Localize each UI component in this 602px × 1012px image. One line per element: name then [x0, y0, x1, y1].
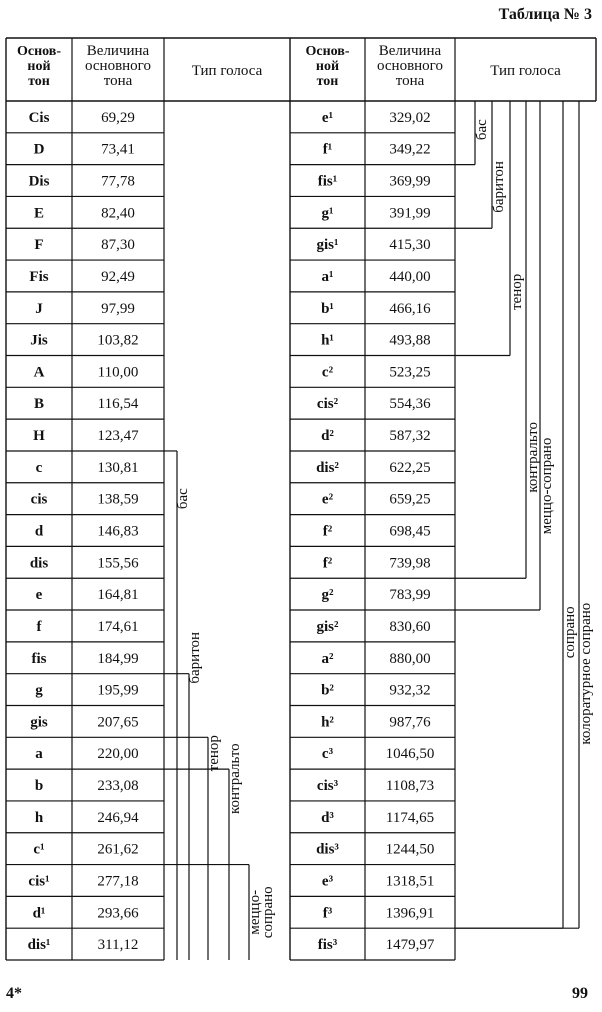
- left-freq-header-line: тона: [103, 73, 133, 89]
- right-note-cell: cis²: [316, 396, 339, 413]
- left-note-cell: Fis: [29, 268, 49, 285]
- left-note-cell: B: [33, 396, 45, 413]
- left-note-cell: h: [34, 809, 44, 826]
- signature-mark: 4*: [6, 985, 22, 1002]
- left-freq-cell: 184,99: [97, 650, 139, 667]
- left-note-cell: J: [35, 300, 43, 317]
- right-note-header-line: ной: [315, 59, 340, 74]
- right-freq-cell: 739,98: [389, 555, 431, 572]
- right-voice-label: колоратурное сопрано: [578, 602, 594, 745]
- right-voice-label: баритон: [491, 161, 507, 213]
- left-freq-cell: 220,00: [97, 746, 139, 763]
- right-freq-cell: 466,16: [389, 300, 431, 317]
- left-freq-cell: 207,65: [97, 714, 139, 731]
- left-note-header-line: ной: [27, 59, 51, 74]
- right-freq-cell: 830,60: [389, 618, 431, 635]
- left-note-cell: gis: [30, 714, 48, 731]
- left-freq-cell: 116,54: [97, 396, 139, 413]
- right-note-cell: dis³: [316, 841, 339, 858]
- left-freq-cell: 233,08: [97, 778, 139, 795]
- left-note-cell: d¹: [32, 905, 46, 922]
- right-voice-label: тенор: [509, 273, 525, 311]
- left-freq-header-line: основного: [85, 58, 151, 74]
- right-note-cell: gis¹: [316, 237, 339, 254]
- left-note-cell: c: [35, 459, 43, 476]
- right-note-cell: fis³: [317, 937, 338, 954]
- right-freq-cell: 1479,97: [385, 937, 435, 954]
- right-freq-header-line: основного: [377, 58, 443, 74]
- right-note-cell: cis³: [316, 778, 339, 795]
- right-freq-cell: 329,02: [389, 109, 431, 126]
- right-note-cell: c²: [321, 364, 334, 381]
- left-freq-cell: 311,12: [97, 937, 139, 954]
- right-note-cell: fis¹: [317, 173, 338, 190]
- right-note-cell: f²: [322, 555, 333, 572]
- right-freq-cell: 1396,91: [385, 905, 435, 922]
- left-voice-label: баритон: [187, 631, 203, 684]
- left-voice-header: Тип голоса: [191, 63, 263, 79]
- right-freq-cell: 440,00: [389, 268, 431, 285]
- left-freq-cell: 195,99: [97, 682, 139, 699]
- left-note-cell: A: [33, 364, 45, 381]
- right-freq-cell: 1046,50: [385, 746, 435, 763]
- right-voice-label: контральто: [525, 421, 541, 493]
- left-note-cell: D: [33, 141, 45, 158]
- left-freq-cell: 103,82: [97, 332, 139, 349]
- right-note-header-line: Основ-: [305, 44, 350, 59]
- right-note-cell: d³: [321, 809, 334, 826]
- left-voice-label: сопрано: [260, 886, 276, 939]
- left-note-cell: E: [33, 205, 45, 222]
- right-note-cell: e²: [321, 491, 334, 508]
- right-freq-header-line: тона: [395, 73, 425, 89]
- right-freq-cell: 622,25: [389, 459, 431, 476]
- left-freq-cell: 293,66: [97, 905, 139, 922]
- left-note-cell: a: [35, 746, 43, 763]
- left-voice-label: меццо-: [247, 889, 263, 935]
- left-note-cell: g: [35, 682, 43, 699]
- left-note-header-line: Основ-: [16, 44, 62, 59]
- right-note-cell: d²: [321, 428, 334, 445]
- left-freq-cell: 110,00: [97, 364, 139, 381]
- right-note-cell: a²: [321, 650, 334, 667]
- right-note-cell: e³: [321, 873, 334, 890]
- right-freq-cell: 587,32: [389, 428, 431, 445]
- right-freq-cell: 1244,50: [385, 841, 435, 858]
- right-voice-label: бас: [474, 119, 490, 141]
- left-note-cell: f: [36, 618, 42, 635]
- left-freq-cell: 277,18: [97, 873, 139, 890]
- right-note-cell: f²: [322, 523, 333, 540]
- right-freq-cell: 1318,51: [385, 873, 435, 890]
- right-note-cell: h¹: [321, 332, 334, 349]
- right-note-header-line: тон: [316, 74, 339, 89]
- right-voice-label: сопрано: [562, 606, 578, 659]
- left-freq-cell: 73,41: [101, 141, 135, 158]
- left-freq-cell: 69,29: [101, 109, 135, 126]
- left-freq-cell: 164,81: [97, 587, 139, 604]
- left-freq-cell: 92,49: [101, 268, 135, 285]
- left-note-cell: Cis: [28, 109, 50, 126]
- left-freq-cell: 97,99: [101, 300, 135, 317]
- left-note-cell: fis: [31, 650, 47, 667]
- right-note-cell: g¹: [321, 205, 334, 222]
- left-note-cell: c¹: [33, 841, 45, 858]
- table-caption: Таблица № 3: [498, 6, 592, 23]
- left-freq-header-line: Величина: [86, 43, 150, 59]
- left-note-cell: Dis: [28, 173, 50, 190]
- left-note-cell: cis¹: [28, 873, 50, 890]
- page-number: 99: [572, 985, 588, 1002]
- right-freq-cell: 369,99: [389, 173, 431, 190]
- left-note-cell: F: [34, 237, 44, 254]
- right-note-cell: b²: [321, 682, 334, 699]
- right-freq-cell: 659,25: [389, 491, 431, 508]
- left-note-cell: H: [33, 428, 45, 445]
- left-voice-label: бас: [175, 488, 191, 510]
- right-voice-header: Тип голоса: [490, 63, 561, 79]
- left-freq-cell: 87,30: [101, 237, 135, 254]
- right-freq-cell: 1174,65: [385, 809, 435, 826]
- left-note-cell: e: [35, 587, 43, 604]
- left-freq-cell: 155,56: [97, 555, 139, 572]
- right-freq-cell: 783,99: [389, 587, 431, 604]
- left-freq-cell: 130,81: [97, 459, 139, 476]
- left-voice-label: тенор: [206, 735, 222, 772]
- right-note-cell: f³: [322, 905, 333, 922]
- right-freq-cell: 554,36: [389, 396, 431, 413]
- right-note-cell: g²: [321, 587, 334, 604]
- right-freq-header-line: Величина: [378, 43, 442, 59]
- left-note-cell: dis: [29, 555, 49, 572]
- right-note-cell: gis²: [316, 618, 339, 635]
- left-note-cell: dis¹: [27, 937, 51, 954]
- right-freq-cell: 987,76: [389, 714, 431, 731]
- left-freq-cell: 123,47: [97, 428, 139, 445]
- right-freq-cell: 698,45: [389, 523, 431, 540]
- right-note-cell: b¹: [321, 300, 334, 317]
- right-note-cell: c³: [321, 746, 334, 763]
- left-freq-cell: 246,94: [97, 809, 139, 826]
- right-freq-cell: 493,88: [389, 332, 431, 349]
- left-voice-label: контральто: [227, 743, 243, 815]
- right-note-cell: f¹: [322, 141, 333, 158]
- right-freq-cell: 349,22: [389, 141, 431, 158]
- left-freq-cell: 146,83: [97, 523, 139, 540]
- right-note-cell: e¹: [321, 109, 334, 126]
- left-freq-cell: 261,62: [97, 841, 139, 858]
- left-note-header-line: тон: [28, 74, 50, 89]
- right-freq-cell: 1108,73: [385, 778, 435, 795]
- left-freq-cell: 138,59: [97, 491, 139, 508]
- right-note-cell: h²: [321, 714, 334, 731]
- left-freq-cell: 174,61: [97, 618, 139, 635]
- right-freq-cell: 880,00: [389, 650, 431, 667]
- left-note-cell: b: [34, 778, 44, 795]
- right-freq-cell: 523,25: [389, 364, 431, 381]
- left-note-cell: Jis: [30, 332, 48, 349]
- left-freq-cell: 82,40: [101, 205, 135, 222]
- right-note-cell: a¹: [321, 268, 334, 285]
- right-voice-label: меццо-сопрано: [539, 437, 555, 535]
- left-freq-cell: 77,78: [101, 173, 135, 190]
- left-note-cell: cis: [30, 491, 48, 508]
- right-freq-cell: 415,30: [389, 237, 431, 254]
- right-note-cell: dis²: [316, 459, 339, 476]
- left-note-cell: d: [34, 523, 44, 540]
- right-freq-cell: 391,99: [389, 205, 431, 222]
- right-freq-cell: 932,32: [389, 682, 431, 699]
